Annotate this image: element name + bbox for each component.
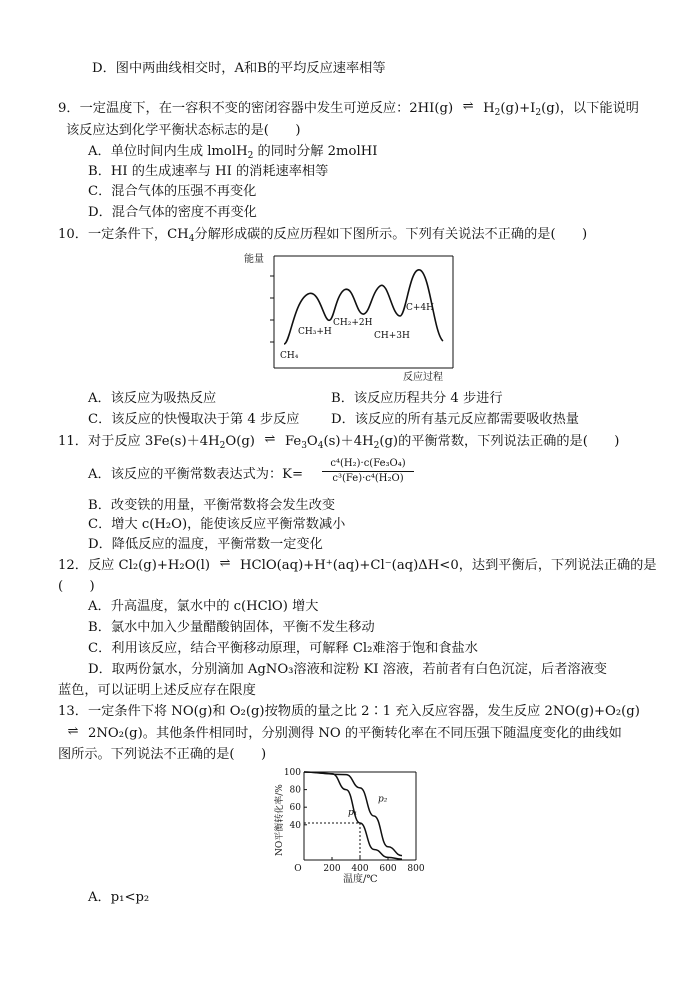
fraction-numerator: c⁴(H₂)·c(Fe₃O₄) — [330, 458, 406, 469]
x-tick-label: 600 — [379, 864, 397, 874]
q9-option-b: B．HI 的生成速率与 HI 的消耗速率相等 — [88, 164, 329, 179]
label-c4h: C+4H — [406, 303, 435, 313]
x-tick-label: 800 — [407, 864, 425, 874]
label-ch22h: CH₂+2H — [333, 318, 373, 328]
label-ch3h: CH₃+H — [298, 327, 332, 337]
fraction-denominator: c³(Fe)·c⁴(H₂O) — [332, 473, 404, 484]
q12-option-d: D．取两份氯水，分别滴加 AgNO₃溶液和淀粉 KI 溶液，若前者有白色沉淀，后者溶液变 — [88, 662, 607, 677]
equilibrium-constant-fraction — [322, 458, 414, 485]
series-label-2: p₂ — [378, 794, 388, 805]
q9-option-d: D．混合气体的密度不再变化 — [88, 205, 257, 220]
q13-stem-line2: ⇌ 2NO₂(g)。其他条件相同时，分别测得 NO 的平衡转化率在不同压强下随温度变化的曲线如 — [58, 725, 622, 743]
energy-axis-label: 能量 — [244, 254, 264, 265]
label-ch4: CH₄ — [280, 351, 299, 361]
q12-stem: 12．反应 Cl₂(g)+H₂O(l) ⇌ HClO(aq)+H⁺(aq)+Cl⁻(aq)ΔH<0，达到平衡后，下列说法正确的是 — [58, 556, 657, 573]
q11-option-a: A．该反应的平衡常数表达式为：K= — [88, 467, 304, 482]
y-tick-label: 100 — [283, 768, 301, 778]
conversion-chart — [268, 764, 432, 886]
q9-stem-line2: 该反应达到化学平衡状态标志的是( ) — [66, 123, 301, 138]
q11-option-c: C．增大 c(H₂O)，能使该反应平衡常数减小 — [88, 517, 346, 532]
equilibrium-arrow-icon: ⇌ — [462, 99, 474, 114]
q11-option-d: D．降低反应的温度，平衡常数一定变化 — [88, 537, 323, 552]
q10-stem: 10．一定条件下，$CH_4$分解形成碳的反应历程如下图所示。下列有关说法不正确的是( ) — [58, 227, 588, 244]
q10-option-b: B．该反应历程共分 4 步进行 — [331, 391, 503, 406]
reaction-axis-label: 反应过程 — [403, 372, 443, 383]
q12-option-c: C．利用该反应，结合平衡移动原理，可解释 Cl₂难溶于饱和食盐水 — [88, 641, 478, 656]
q12-option-b: B．氯水中加入少量醋酸钠固体，平衡不发生移动 — [88, 620, 375, 635]
label-ch3h2: CH+3H — [374, 331, 410, 341]
q9-option-c: C．混合气体的压强不再变化 — [88, 184, 257, 199]
q13-option-a: A．p₁<p₂ — [88, 890, 150, 905]
q10-option-d: D．该反应的所有基元反应都需要吸收热量 — [331, 412, 579, 427]
q12-option-a: A．升高温度，氯水中的 c(HClO) 增大 — [88, 599, 319, 614]
q12-option-d-line2: 蓝色，可以证明上述反应存在限度 — [58, 683, 256, 698]
y-tick-label: 80 — [289, 785, 301, 796]
x-tick-label: O — [294, 864, 302, 874]
q13-stem: 13．一定条件下将 NO(g)和 O₂(g)按物质的量之比 2∶1 充入反应容器，发生反应 2NO(g)+O₂(g) — [58, 704, 640, 719]
y-tick-label: 40 — [289, 820, 301, 831]
q8-option-d: D．图中两曲线相交时，A和B的平均反应速率相等 — [92, 61, 386, 76]
chart-y-label: NO平衡转化率/% — [275, 784, 285, 856]
q9-stem: 9．一定温度下，在一容积不变的密闭容器中发生可逆反应：2HI(g) ⇌ $H_2(g)+I_2(g)$，以下能说明 — [58, 99, 639, 118]
x-tick-label: 200 — [323, 864, 341, 874]
chart-x-label: 温度/℃ — [343, 874, 378, 885]
q11-option-b: B．改变铁的用量，平衡常数将会发生改变 — [88, 498, 336, 513]
equilibrium-arrow-icon: ⇌ — [219, 556, 231, 571]
q10-option-c: C．该反应的快慢取决于第 4 步反应 — [88, 412, 300, 427]
fraction-bar — [322, 471, 414, 472]
equilibrium-arrow-icon: ⇌ — [67, 724, 79, 739]
q13-stem-line3: 图所示。下列说法不正确的是( ) — [58, 747, 267, 762]
x-tick-label: 400 — [351, 864, 369, 874]
q12-stem-line2: ( ) — [58, 579, 95, 594]
q11-stem: 11．对于反应 $3Fe(s)+4H_2O(g)$ ⇌ $Fe_3O_4(s)+4H_2(g)$的平衡常数，下列说法正确的是( ) — [58, 432, 620, 451]
series-label-1: p₁ — [348, 807, 358, 818]
q9-option-a: A．单位时间内生成 lmolH$_2$ 的同时分解 2molHI — [88, 144, 378, 161]
q10-option-a: A．该反应为吸热反应 — [88, 391, 217, 406]
equilibrium-arrow-icon: ⇌ — [264, 432, 276, 447]
energy-diagram — [236, 246, 466, 386]
y-tick-label: 60 — [289, 803, 301, 814]
